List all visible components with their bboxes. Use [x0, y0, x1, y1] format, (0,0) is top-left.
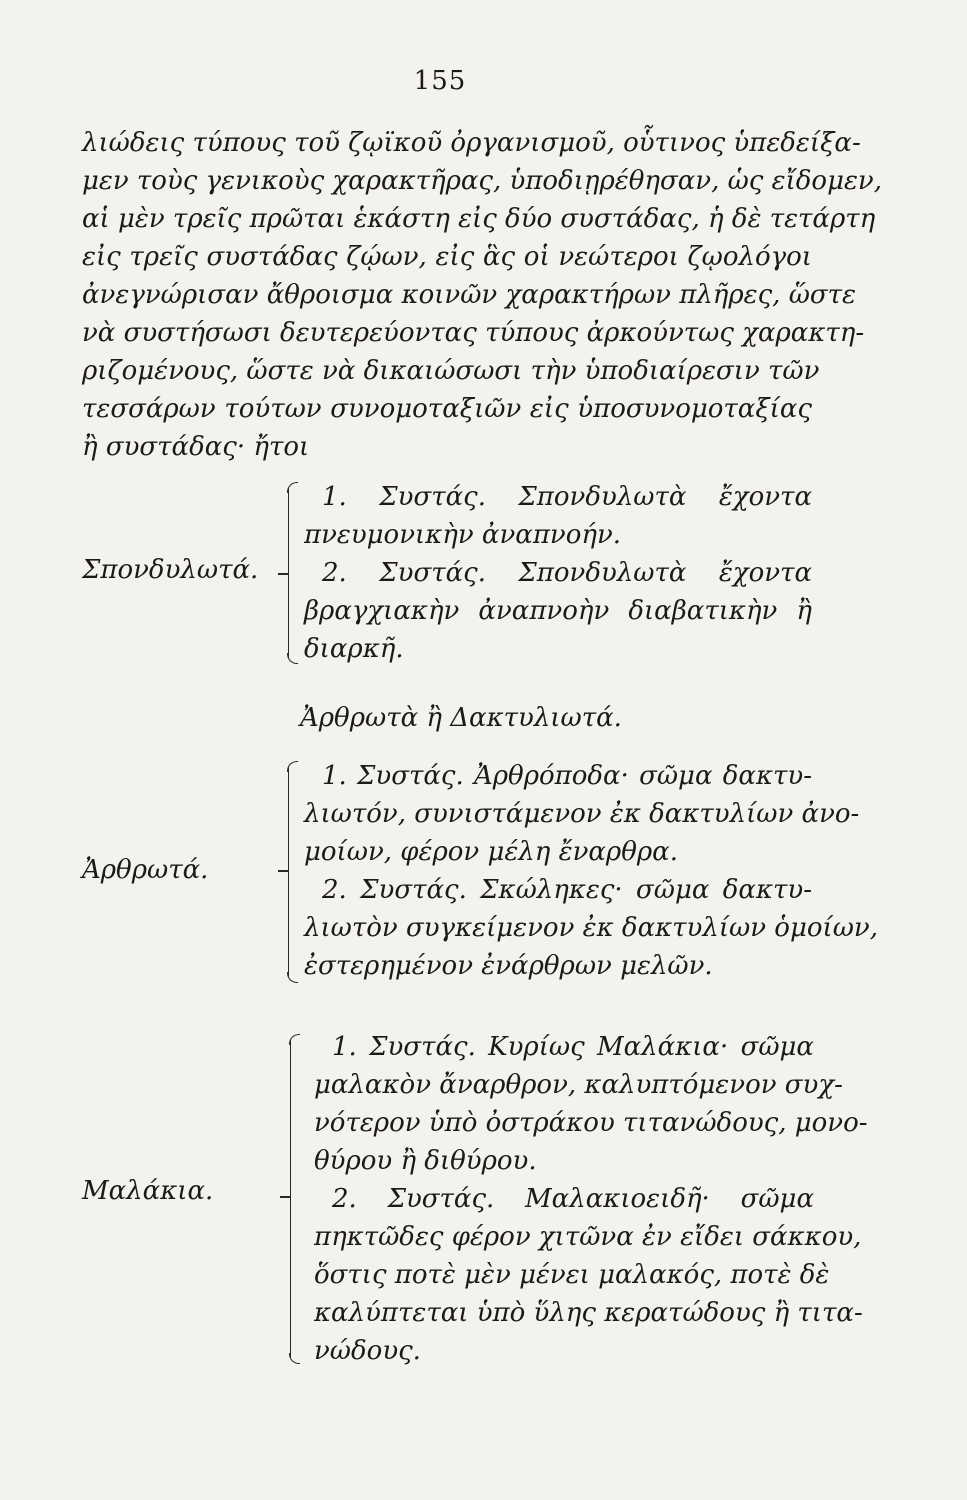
intro-line: λιώδεις τύπους τοῦ ζῳϊκοῦ ὀργανισμοῦ, οὗτινος ὑπεδείξα- — [82, 128, 861, 158]
item-line: πνευμονικὴν ἀναπνοήν. — [304, 520, 622, 550]
intro-line: νὰ συστήσωσι δευτερεύοντας τύπους ἀρκούντως χαρακτη- — [82, 318, 865, 348]
item-line: λιωτόν, συνιστάμενον ἐκ δακτυλίων ἀνο- — [304, 799, 860, 829]
brace — [288, 767, 301, 977]
intro-paragraph — [82, 124, 882, 466]
group-label: Ἀρθρωτά. — [82, 855, 209, 885]
item-line: 2. Συστάς. Σπονδυλωτὰ ἔχοντα — [322, 558, 812, 588]
item-line: ἐστερημένον ἐνάρθρων μελῶν. — [304, 951, 713, 981]
intro-line: ἀνεγνώρισαν ἄθροισμα κοινῶν χαρακτήρων πλῆρες, ὥστε — [82, 280, 856, 310]
intro-line: μεν τοὺς γενικοὺς χαρακτῆρας, ὑποδιῃρέθησαν, ὡς εἴδομεν, — [82, 166, 882, 196]
intro-line: αἱ μὲν τρεῖς πρῶται ἑκάστη εἰς δύο συστάδας, ἡ δὲ τετάρτη — [82, 204, 876, 234]
item-line: μοίων, φέρον μέλη ἔναρθρα. — [304, 837, 678, 867]
brace — [290, 1040, 303, 1358]
item-line: νότερον ὑπὸ ὀστράκου τιτανώδους, μονο- — [314, 1108, 868, 1138]
intro-line: εἰς τρεῖς συστάδας ζῴων, εἰς ἃς οἱ νεώτεροι ζῳολόγοι — [82, 242, 812, 272]
item-line: ὅστις ποτὲ μὲν μένει μαλακός, ποτὲ δὲ — [314, 1260, 830, 1290]
brace — [288, 488, 301, 658]
group-items — [314, 1028, 868, 1370]
item-line: βραγχιακὴν ἀναπνοὴν διαβατικὴν ἢ — [304, 596, 812, 626]
intro-line: τεσσάρων τούτων συνομοταξιῶν εἰς ὑποσυνομοταξίας — [82, 394, 812, 424]
group-items — [304, 478, 812, 668]
group-label: Σπονδυλωτά. — [82, 555, 259, 585]
item-line: 1. Συστάς. Κυρίως Μαλάκια· σῶμα — [332, 1032, 814, 1062]
item-line: 1. Συστάς. Σπονδυλωτὰ ἔχοντα — [322, 482, 812, 512]
group-label: Μαλάκια. — [82, 1176, 214, 1206]
brace-tip — [280, 1196, 290, 1198]
item-line: διαρκῆ. — [304, 634, 404, 664]
section-heading: Ἀρθρωτὰ ἢ Δακτυλιωτά. — [300, 703, 622, 733]
group-items — [304, 757, 878, 985]
group-articulates — [82, 757, 878, 987]
group-molluscs — [82, 1028, 868, 1368]
item-line: θύρου ἢ διθύρου. — [314, 1146, 537, 1176]
page-number: 155 — [413, 66, 467, 96]
group-vertebrates — [82, 478, 817, 678]
item-line: πηκτῶδες φέρον χιτῶνα ἐν εἴδει σάκκου, — [314, 1222, 862, 1252]
item-line: 2. Συστάς. Μαλακιοειδῆ· σῶμα — [332, 1184, 814, 1214]
intro-line: ἢ συστάδας· ἤτοι — [82, 432, 310, 462]
brace-tip — [278, 870, 288, 872]
brace-tip — [278, 573, 288, 575]
item-line: μαλακὸν ἄναρθρον, καλυπτόμενον συχ- — [314, 1070, 843, 1100]
item-line: καλύπτεται ὑπὸ ὕλης κερατώδους ἢ τιτα- — [314, 1298, 863, 1328]
item-line: νώδους. — [314, 1336, 421, 1366]
intro-line: ριζομένους, ὥστε νὰ δικαιώσωσι τὴν ὑποδιαίρεσιν τῶν — [82, 356, 820, 386]
item-line: λιωτὸν συγκείμενον ἐκ δακτυλίων ὁμοίων, — [304, 913, 878, 943]
item-line: 2. Συστάς. Σκώληκες· σῶμα δακτυ- — [322, 875, 812, 905]
item-line: 1. Συστάς. Ἀρθρόποδα· σῶμα δακτυ- — [322, 761, 812, 791]
